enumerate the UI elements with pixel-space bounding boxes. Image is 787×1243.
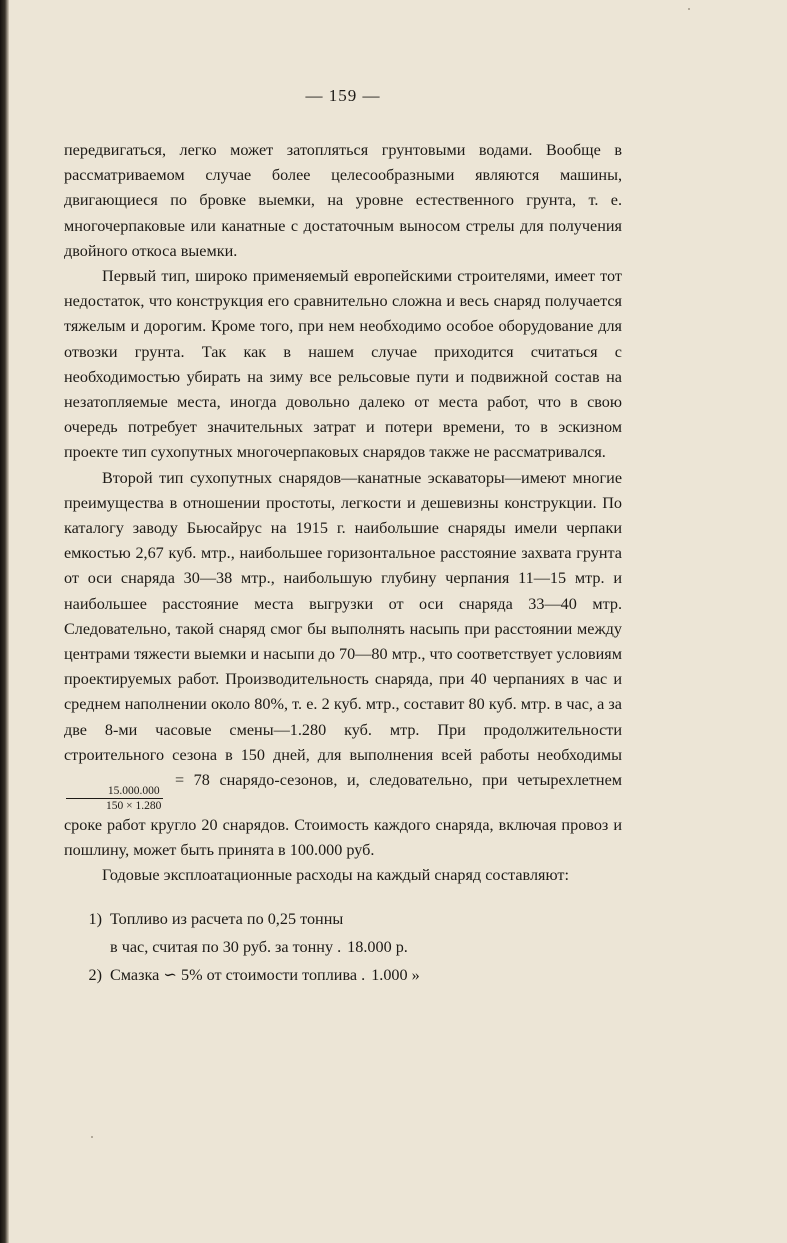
expense-item-number: 1) bbox=[88, 909, 102, 928]
fraction-numerator: 15.000.000 bbox=[107, 785, 160, 798]
paragraph-3 bbox=[64, 466, 622, 864]
paragraph-3-text-continued: = 78 снарядо-сезонов, и, следовательно, при четырехлетнем сроке работ кругло 20 снарядов. Стоимость каждого снаряда, включая провоз и пошлину, может быть принята в 100.000 руб. bbox=[64, 771, 622, 860]
paragraph-4: Годовые эксплоатационные расходы на каждый снаряд составляют: bbox=[102, 866, 569, 885]
expense-item-text: Топливо из расчета по 0,25 тонны bbox=[110, 909, 344, 928]
paragraph-2: Первый тип, широко применяемый европейскими строителями, имеет тот недостаток, что конструкция его сравнительно сложна и весь снаряд получается тяжелым и дорогим. Кроме того, при нем необходимо особое оборудование для отвозки грунта. Так как в нашем случае приходится считаться с необходимостью убирать на зиму все рельсовые пути и подвижной состав на незатопляемые места, иногда довольно далеко от места работ, что в свою очередь потребует значительных затрат и потери времени, то в эскизном проекте тип сухопутных многочерпаковых снарядов также не рассматривался. bbox=[64, 267, 622, 462]
expense-item-amount: 1.000 » bbox=[371, 965, 420, 984]
paper-speck bbox=[91, 1136, 93, 1138]
expense-list bbox=[64, 905, 622, 989]
expense-item-text: Смазка ∽ 5% от стоимости топлива . bbox=[110, 965, 366, 984]
fraction-denominator: 150 × 1.280 bbox=[66, 798, 163, 813]
fraction-formula bbox=[66, 785, 163, 813]
book-page bbox=[64, 86, 622, 989]
book-spine-shadow bbox=[0, 0, 9, 1243]
expense-item bbox=[64, 961, 622, 989]
expense-item-amount: 18.000 р. bbox=[347, 937, 408, 956]
expense-item-text-line2: в час, считая по 30 руб. за тонну . bbox=[110, 937, 342, 956]
paragraph-3-text: Второй тип сухопутных снарядов—канатные эскаваторы—имеют многие преимущества в отношении простоты, легкости и дешевизны конструкции. По каталогу заводу Бьюсайрус на 1915 г. наибольшие снаряды имели черпаки емкостью 2,67 куб. мтр., наибольшее горизонтальное расстояние захвата грунта от оси снаряда 30—38 мтр., наибольшую глубину черпания 11—15 мтр. и наибольшее расстояние места выгрузки от оси снаряда 33—40 мтр. Следовательно, такой снаряд смог бы выполнять насыпь при расстоянии между центрами тяжести выемки и насыпи до 70—80 мтр., что соответствует условиям проектируемых работ. Производительность снаряда, при 40 черпаниях в час и среднем наполнении около 80%, т. е. 2 куб. мтр., составит 80 куб. мтр. в час, а за две 8-ми часовые смены—1.280 куб. мтр. При продолжительности строительного сезона в 150 дней, для выполнения всей работы необходимы bbox=[64, 468, 622, 764]
expense-item-number: 2) bbox=[88, 965, 102, 984]
paragraph-1: передвигаться, легко может затопляться грунтовыми водами. Вообще в рассматриваемом случае более целесообразными являются машины, двигающиеся по бровке выемки, на уровне естественного грунта, т. е. многочерпаковые или канатные с достаточным выносом стрелы для получения двойного откоса выемки. bbox=[64, 141, 622, 260]
paper-speck bbox=[688, 8, 690, 10]
expense-item bbox=[64, 905, 622, 961]
page-number: — 159 — bbox=[305, 86, 381, 105]
